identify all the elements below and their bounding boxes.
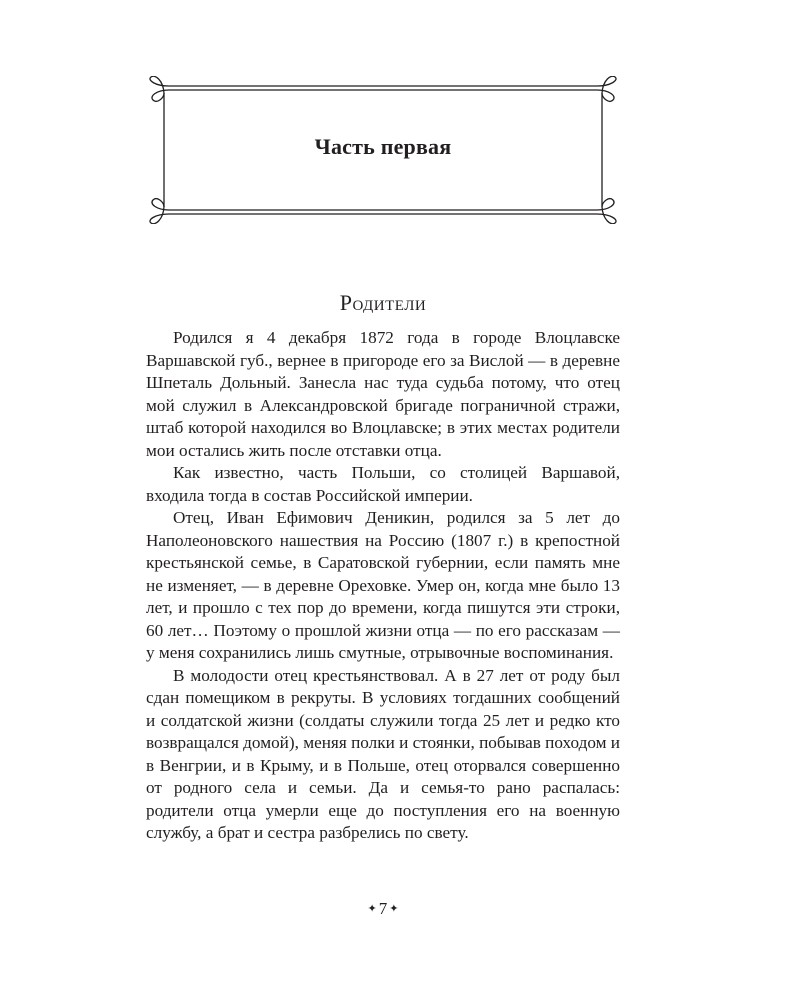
page-number	[0, 899, 766, 919]
part-title-frame	[145, 76, 621, 224]
body-text	[146, 327, 620, 845]
chapter-title: Родители	[339, 290, 427, 315]
part-title: Часть первая	[314, 134, 452, 159]
paragraph: В молодости отец крестьянствовал. А в 27 лет от роду был сдан помещиком в рекруты. В условиях тогдашних сообщений и солдатской жизни (солдаты служили тогда 25 лет и редко кто возвращался домой), меняя полки и стоянки, побывав походом и в Венгрии, и в Крыму, и в Польше, отец оторвался совершенно от родного села и семьи. Да и семья-то рано распалась: родители отца умерли еще до поступления его на военную службу, а брат и сестра разбрелись по свету.	[146, 665, 620, 842]
paragraph: Родился я 4 декабря 1872 года в городе Влоцлавске Варшавской губ., вернее в пригороде его за Вислой — в деревне Шпеталь Дольный. Занесла нас туда судьба потому, что отец мой служил в Александровской бригаде пограничной стражи, штаб которой находился во Влоцлавске; в этих местах родители мои остались жить после отставки отца.	[146, 328, 620, 460]
paragraph: Отец, Иван Ефимович Деникин, родился за 5 лет до Наполеоновского нашествия на Россию (1807 г.) в крепостной крестьянской семье, в Саратовской губернии, если память мне не изменяет, — в деревне Ореховке. Умер он, когда мне было 13 лет, и прошло с тех пор до времени, когда пишутся эти строки, 60 лет… Поэтому о прошлой жизни отца — по его рассказам — у меня сохранились лишь смутные, отрывочные воспоминания.	[146, 508, 620, 662]
ornament-left-icon: ✦	[367, 903, 377, 915]
page-number-value: 7	[378, 899, 388, 918]
paragraph: Как известно, часть Польши, со столицей Варшавой, входила тогда в состав Российской империи.	[146, 463, 620, 505]
ornament-right-icon: ✦	[389, 903, 399, 915]
